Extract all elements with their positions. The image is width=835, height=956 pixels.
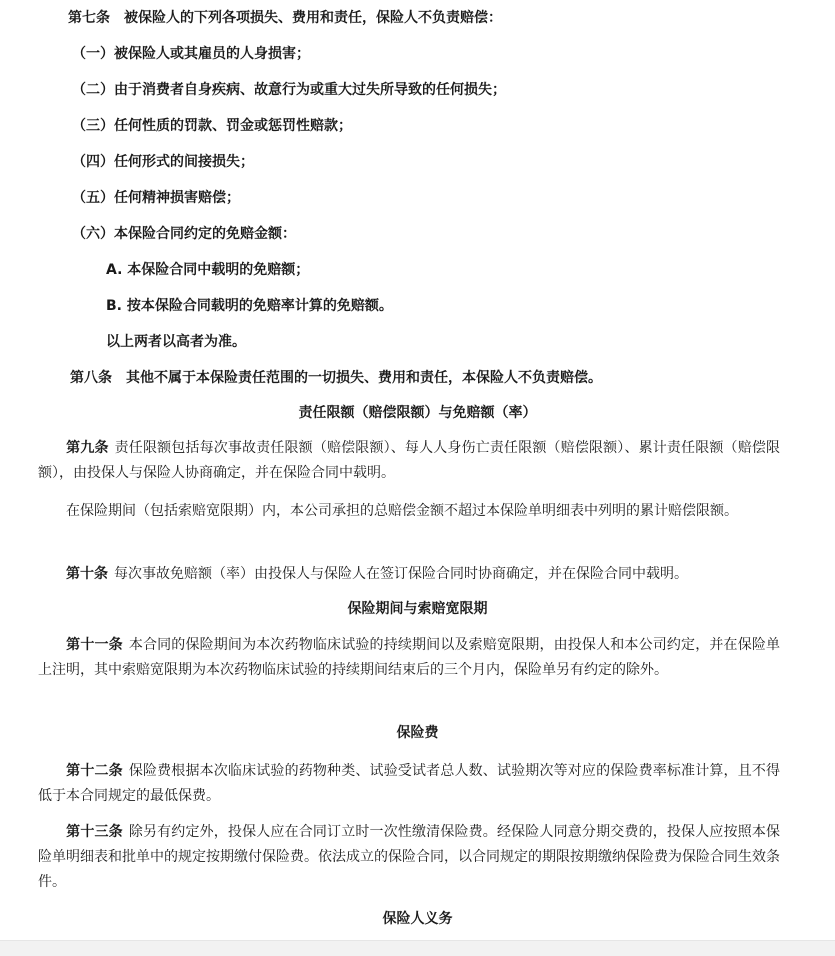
article-11 <box>38 633 780 683</box>
exclusion-item-5: （五）任何精神损害赔偿； <box>72 190 240 206</box>
section-heading-duty: 保险人义务 <box>382 911 453 927</box>
article-9-paragraph-2 <box>38 499 780 524</box>
article-12-number: 第十二条 <box>66 763 123 779</box>
article-8: 第八条 其他不属于本保险责任范围的一切损失、费用和责任，本保险人不负责赔偿。 <box>70 370 602 386</box>
section-heading-period: 保险期间与索赔宽限期 <box>347 601 488 617</box>
article-11-text: 本合同的保险期间为本次药物临床试验的持续期间以及索赔宽限期，由投保人和本公司约定，并在保险单上注明，其中索赔宽限期为本次药物临床试验的持续期间结束后的三个月内，保险单另有约定的除外。 <box>38 637 781 678</box>
article-9-paragraph-2-text: 在保险期间（包括索赔宽限期）内，本公司承担的总赔偿金额不超过本保险单明细表中列明的累计赔偿限额。 <box>66 503 738 519</box>
section-heading-premium: 保险费 <box>396 725 439 741</box>
deductible-sub-a: A. 本保险合同中载明的免赔额； <box>106 262 310 278</box>
exclusion-item-6: （六）本保险合同约定的免赔金额： <box>72 226 296 242</box>
article-10 <box>38 562 780 587</box>
article-13-text: 除另有约定外，投保人应在合同订立时一次性缴清保险费。经保险人同意分期交费的，投保人应按照本保险单明细表和批单中的规定按期缴付保险费。依法成立的保险合同，以合同规定的期限按期缴纳保险费为保险合同生效条件。 <box>38 824 781 890</box>
exclusion-item-4: （四）任何形式的间接损失； <box>72 154 254 170</box>
deductible-sub-b: B. 按本保险合同载明的免赔率计算的免赔额。 <box>106 298 393 314</box>
horizontal-scrollbar-track[interactable] <box>0 940 835 956</box>
article-7: 第七条 被保险人的下列各项损失、费用和责任，保险人不负责赔偿： <box>68 10 502 26</box>
article-9 <box>38 436 780 486</box>
article-13 <box>38 820 780 895</box>
article-10-text: 每次事故免赔额（率）由投保人与保险人在签订保险合同时协商确定，并在保险合同中载明。 <box>114 566 688 582</box>
exclusion-item-1: （一）被保险人或其雇员的人身损害； <box>72 46 310 62</box>
article-13-number: 第十三条 <box>66 824 123 840</box>
article-9-text: 责任限额包括每次事故责任限额（赔偿限额）、每人人身伤亡责任限额（赔偿限额）、累计责任限额（赔偿限额），由投保人与保险人协商确定，并在保险合同中载明。 <box>38 440 781 481</box>
exclusion-item-3: （三）任何性质的罚款、罚金或惩罚性赔款； <box>72 118 352 134</box>
article-11-number: 第十一条 <box>66 637 123 653</box>
article-12-text: 保险费根据本次临床试验的药物种类、试验受试者总人数、试验期次等对应的保险费率标准计算，且不得低于本合同规定的最低保费。 <box>38 763 781 804</box>
section-heading-limits: 责任限额（赔偿限额）与免赔额（率） <box>298 405 537 421</box>
article-10-number: 第十条 <box>66 566 108 582</box>
article-9-number: 第九条 <box>66 440 109 456</box>
higher-rule: 以上两者以高者为准。 <box>106 334 246 350</box>
article-12 <box>38 759 780 809</box>
exclusion-item-2: （二）由于消费者自身疾病、故意行为或重大过失所导致的任何损失； <box>72 82 506 98</box>
